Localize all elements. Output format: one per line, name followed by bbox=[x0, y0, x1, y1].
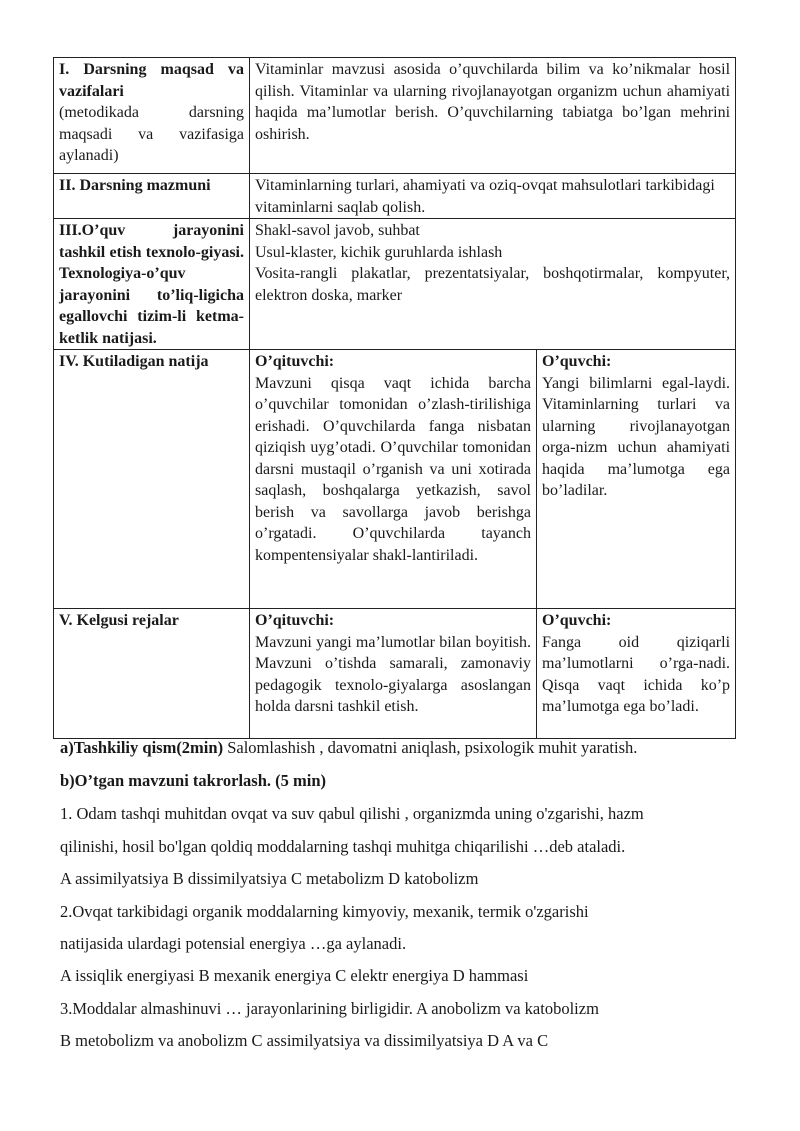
section-a-text: Salomlashish , davomatni aniqlash, psixologik muhit yaratish. bbox=[223, 738, 638, 757]
answer-options: A issiqlik energiyasi B mexanik energiya C elektr energiya D hammasi bbox=[60, 966, 529, 985]
row-label: III.O’quv jarayonini tashkil etish texnolo-giyasi. Texnologiya-o’quv jarayonini to’liq-ligicha egallovchi tizim-li ketma-ketlik natijasi. bbox=[54, 219, 250, 350]
question-2-options bbox=[60, 965, 760, 986]
section-a-heading: a)Tashkiliy qism(2min) bbox=[60, 738, 224, 757]
content-line: Vosita-rangli plakatlar, prezentatsiyalar, boshqotirmalar, kompyuter, elektron doska, marker bbox=[255, 265, 731, 304]
teacher-heading: O’qituvchi: bbox=[255, 612, 335, 629]
row-label bbox=[54, 58, 250, 174]
section-b bbox=[60, 770, 760, 791]
student-cell bbox=[537, 609, 736, 739]
content-line: Usul-klaster, kichik guruhlarda ishlash bbox=[255, 243, 503, 261]
question-1 bbox=[60, 803, 760, 824]
question-text: 3.Moddalar almashinuvi … jarayonlarining birligidir. A anobolizm va katobolizm bbox=[60, 999, 599, 1018]
lesson-plan-table bbox=[53, 57, 736, 739]
teacher-cell bbox=[250, 609, 537, 739]
question-2 bbox=[60, 901, 760, 922]
section-b-heading: b)O’tgan mavzuni takrorlash. (5 min) bbox=[60, 771, 326, 790]
lesson-plan bbox=[53, 57, 735, 739]
student-cell bbox=[537, 350, 736, 609]
row-label: II. Darsning mazmuni bbox=[54, 174, 250, 219]
row-label-note: (metodikada darsning maqsadi va vazifasiga aylanadi) bbox=[59, 104, 244, 164]
table-row bbox=[54, 609, 736, 739]
section-a bbox=[60, 737, 760, 758]
table-row bbox=[54, 219, 736, 350]
teacher-text: Mavzuni qisqa vaqt ichida barcha o’quvchilar tomonidan o’zlash-tirilishiga erishadi. O’quvchilarda fanga nisbatan qiziqish uyg’otadi. O’quvchilar tomonidan darsni mustaqil o’rganish va uni xotirada saqlash, boshqalarga yetkazish, savol berish va savollarga javob berishga o’rgatadi. O’quvchilarda tayanch kompentensiyalar shakl-lantiriladi. bbox=[255, 374, 531, 564]
teacher-cell bbox=[250, 350, 537, 609]
table-row bbox=[54, 174, 736, 219]
question-text: qilinishi, hosil bo'lgan qoldiq moddalarning tashqi muhitga chiqarilishi …deb ataladi. bbox=[60, 837, 626, 856]
question-text: 2.Ovqat tarkibidagi organik moddalarning kimyoviy, mexanik, termik o'zgarishi bbox=[60, 902, 589, 921]
table-row bbox=[54, 58, 736, 174]
student-text: Fanga oid qiziqarli ma’lumotlarni o’rga-nadi. Qisqa vaqt ichida ko’p ma’lumotga ega bo’ladi. bbox=[542, 633, 731, 715]
answer-options: B metobolizm va anobolizm C assimilyatsiya va dissimilyatsiya D A va C bbox=[60, 1031, 549, 1050]
answer-options: A assimilyatsiya B dissimilyatsiya C metabolizm D katobolizm bbox=[60, 869, 479, 888]
student-text: Yangi bilimlarni egal-laydi. Vitaminlarning turlari va ularning rivojlanayotgan orga-nizm uchun ahamiyati haqida ma’lumotga ega bo’ladilar. bbox=[542, 374, 731, 499]
student-heading: O’quvchi: bbox=[542, 353, 612, 370]
row-content: Vitaminlar mavzusi asosida o’quvchilarda bilim va ko’nikmalar hosil qilish. Vitaminlar va ularning rivojlanayotgan organizm uchun ahamiyati haqida ma’lumotlar berish. O’quvchilarning tabiatga bo’lgan mehrini oshirish. bbox=[250, 58, 736, 174]
row-label: IV. Kutiladigan natija bbox=[54, 350, 250, 609]
student-heading: O’quvchi: bbox=[542, 612, 612, 629]
row-label-bold: I. Darsning maqsad va vazifalari bbox=[59, 61, 244, 100]
question-1-options bbox=[60, 868, 760, 889]
question-3 bbox=[60, 998, 760, 1019]
table-row bbox=[54, 350, 736, 609]
teacher-heading: O’qituvchi: bbox=[255, 353, 335, 370]
question-3-options bbox=[60, 1030, 760, 1051]
row-content: Vitaminlarning turlari, ahamiyati va oziq-ovqat mahsulotlari tarkibidagi vitaminlarni saqlab qolish. bbox=[250, 174, 736, 219]
row-content bbox=[250, 219, 736, 350]
question-2-cont bbox=[60, 933, 760, 954]
question-1-cont bbox=[60, 836, 760, 857]
question-text: natijasida ulardagi potensial energiya …ga aylanadi. bbox=[60, 934, 407, 953]
content-line: Shakl-savol javob, suhbat bbox=[255, 222, 420, 239]
teacher-text: Mavzuni yangi ma’lumotlar bilan boyitish. Mavzuni o’tishda samarali, zamonaviy pedagogik texnolo-giyalarga asoslangan holda darsni tashkil etish. bbox=[255, 633, 531, 715]
row-label: V. Kelgusi rejalar bbox=[54, 609, 250, 739]
question-text: 1. Odam tashqi muhitdan ovqat va suv qabul qilishi , organizmda uning o'zgarishi, hazm bbox=[60, 804, 644, 823]
